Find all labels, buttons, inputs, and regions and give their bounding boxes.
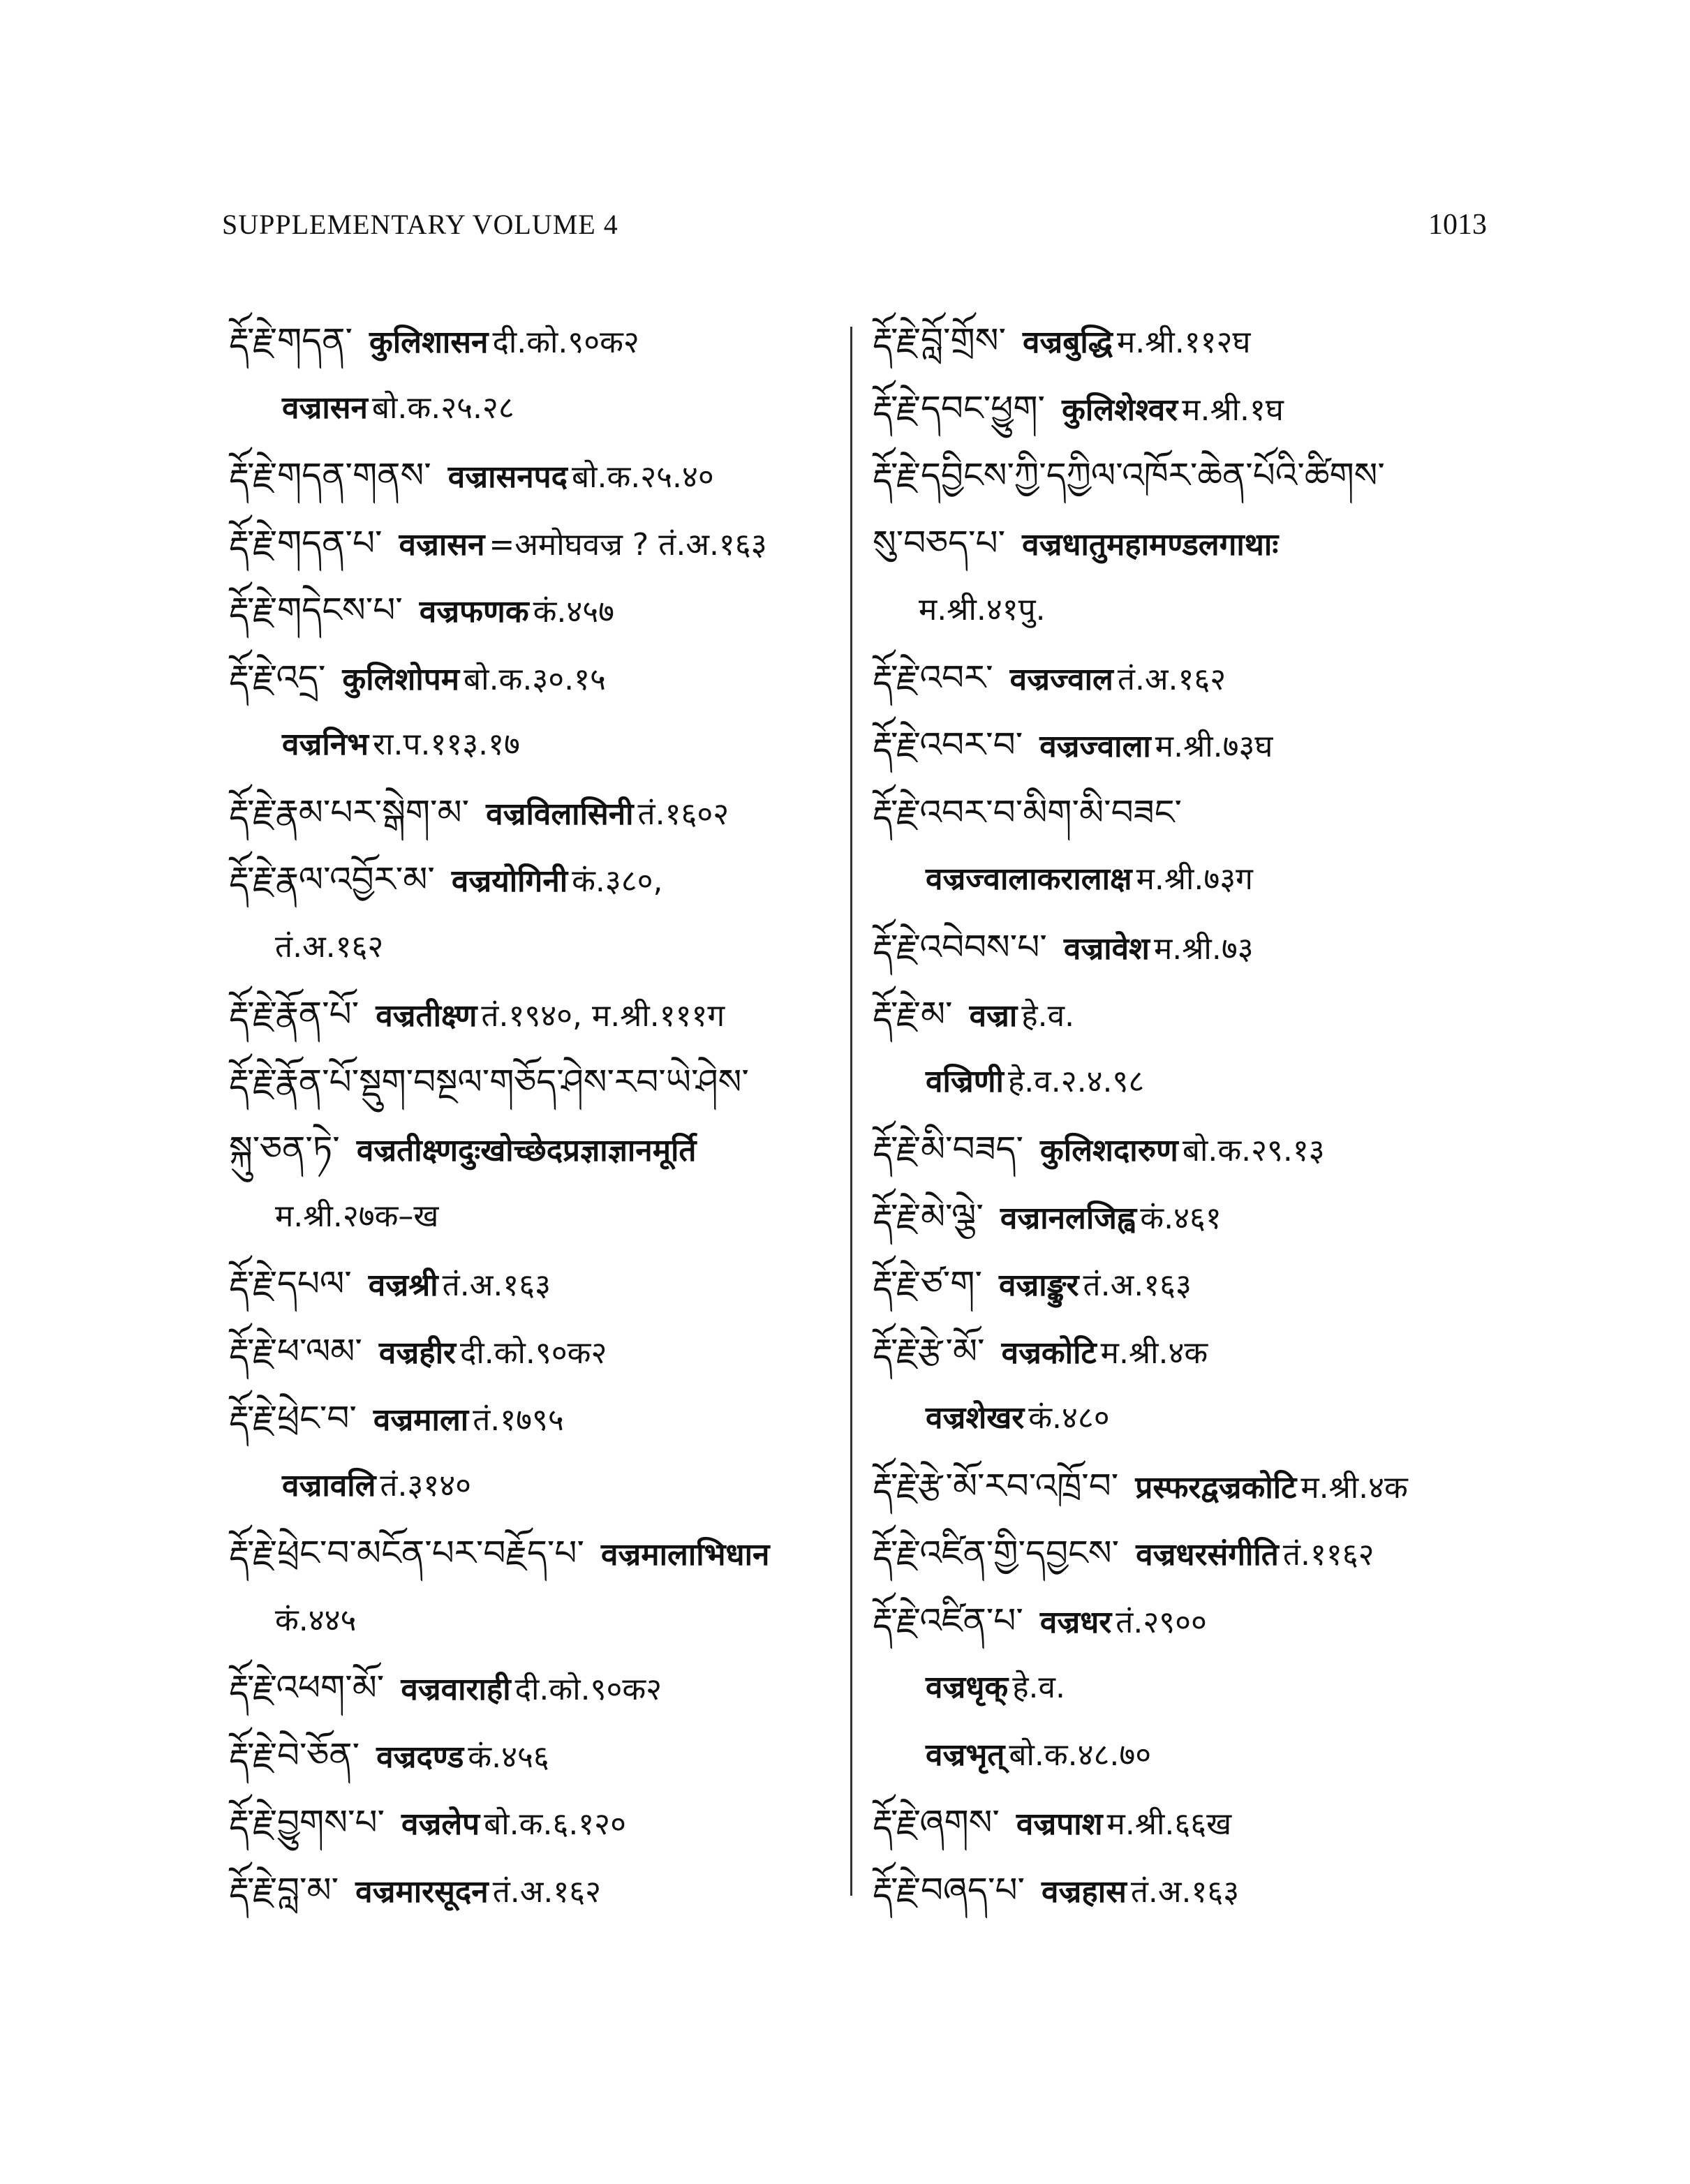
sanskrit-equivalent: वज्रयोगिनी: [451, 863, 568, 899]
source-reference: म.श्री.४क: [1100, 1335, 1208, 1371]
dictionary-line: [873, 1183, 1529, 1251]
tibetan-headword: རྡོ་རྗེ་འདྲ་: [229, 657, 326, 698]
source-reference: बो.क.४८.७०: [1009, 1737, 1152, 1773]
sanskrit-equivalent: वज्रधरसंगीति: [1136, 1537, 1279, 1573]
tibetan-headword: རྡོ་རྗེ་ཙ་ག་: [873, 1263, 982, 1304]
sanskrit-equivalent: वज्रविलासिनी: [486, 796, 634, 832]
tibetan-headword: རྡོ་རྗེ་གདན་: [229, 320, 353, 361]
source-reference: तं.१७९५: [473, 1402, 564, 1438]
tibetan-headword: རྡོ་རྗེ་བྱུགས་པ་: [229, 1802, 385, 1843]
sanskrit-equivalent: वज्रतीक्ष्णदुःखोच्छेदप्रज्ञाज्ञानमूर्ति: [356, 1133, 697, 1168]
tibetan-headword: རྡོ་རྗེ་མ་: [873, 994, 953, 1034]
tibetan-headword: རྡོ་རྗེ་རྣམ་པར་སྒེག་མ་: [229, 792, 470, 833]
dictionary-line: [873, 711, 1529, 779]
source-reference: म.श्री.७३ग: [1136, 861, 1253, 897]
source-reference: दी.को.९०क२: [514, 1672, 662, 1707]
dictionary-line: [229, 510, 843, 577]
dictionary-line: [229, 1789, 843, 1857]
dictionary-line: [873, 1722, 1529, 1790]
tibetan-headword: རྡོ་རྗེ་ཞགས་: [873, 1802, 1000, 1843]
dictionary-line: [229, 1654, 843, 1722]
source-reference: म.श्री.४क: [1300, 1469, 1408, 1506]
dictionary-line: [229, 1587, 843, 1655]
dictionary-line: [229, 577, 843, 644]
dictionary-line: [873, 779, 1529, 847]
tibetan-headword: སྐུ་ཅན་ཏེ་: [229, 1129, 340, 1169]
sanskrit-equivalent: वज्रा: [969, 998, 1018, 1034]
sanskrit-equivalent: वज्रिणी: [926, 1063, 1004, 1099]
sanskrit-equivalent: वज्रश्री: [368, 1268, 438, 1303]
dictionary-line: [229, 1048, 843, 1116]
tibetan-headword: རྡོ་རྗེ་དཔལ་: [229, 1263, 352, 1304]
dictionary-line: [873, 1587, 1529, 1655]
tibetan-headword: རྡོ་རྗེ་འབར་བ་མིག་མི་བཟང་: [873, 792, 1182, 833]
dictionary-line: [873, 1048, 1529, 1116]
dictionary-line: [229, 1250, 843, 1318]
dictionary-line: [229, 1115, 843, 1183]
source-reference: म.श्री.७३: [1153, 930, 1254, 967]
source-reference: =अमोघवज्र ? तं.अ.१६३: [489, 526, 767, 563]
source-reference: तं.अ.१६२: [1117, 661, 1226, 697]
source-reference: हे.व.२.४.९८: [1007, 1063, 1145, 1099]
tibetan-headword: རྡོ་རྗེ་དབྱིངས་ཀྱི་དཀྱིལ་འཁོར་ཆེན་པོའི་ཚིགས་: [873, 455, 1385, 496]
sanskrit-equivalent: कुलिशदारुण: [1040, 1133, 1178, 1168]
tibetan-headword: རྡོ་རྗེ་གདན་པ་: [229, 522, 383, 563]
source-reference: कं.३८०,: [572, 863, 663, 899]
dictionary-line: [229, 1453, 843, 1520]
sanskrit-equivalent: वज्रानलजिह्व: [1000, 1200, 1136, 1236]
source-reference: कं.४८०: [1028, 1400, 1110, 1436]
source-reference: तं.अ.१६३: [442, 1268, 551, 1303]
dictionary-line: [873, 981, 1529, 1048]
dictionary-line: [229, 846, 843, 914]
dictionary-line: [229, 1857, 843, 1924]
dictionary-line: [873, 1654, 1529, 1722]
left-column: [229, 307, 843, 1924]
source-reference: म.श्री.१घ: [1182, 392, 1284, 428]
sanskrit-equivalent: कुलिशोपम: [342, 661, 460, 697]
dictionary-line: [229, 644, 843, 712]
source-reference: कं.४५६: [468, 1739, 549, 1775]
sanskrit-equivalent: वज्राङ्कुर: [998, 1268, 1079, 1303]
dictionary-line: [873, 1318, 1529, 1386]
tibetan-headword: རྡོ་རྗེ་ཕ་ལམ་: [229, 1330, 362, 1372]
sanskrit-equivalent: वज्रमाला: [373, 1402, 469, 1438]
dictionary-line: [229, 711, 843, 779]
dictionary-line: [873, 1520, 1529, 1587]
source-reference: म.श्री.७३घ: [1155, 729, 1273, 764]
tibetan-headword: རྡོ་རྗེ་གདེངས་པ་: [229, 590, 403, 630]
tibetan-headword: རྡོ་རྗེ་འབེབས་པ་: [873, 926, 1047, 967]
tibetan-headword: རྡོ་རྗེ་གདན་གནས་: [229, 455, 431, 496]
source-reference: हे.व.: [1021, 998, 1075, 1034]
dictionary-line: [229, 442, 843, 510]
source-reference: म.श्री.२७क–ख: [275, 1198, 439, 1234]
source-reference: म.श्री.४१पु.: [919, 592, 1046, 627]
dictionary-line: [873, 375, 1529, 443]
dictionary-line: [873, 1857, 1529, 1924]
source-reference: कं.४४५: [275, 1602, 357, 1638]
page-number: 1013: [1428, 209, 1487, 241]
dictionary-line: [873, 1385, 1529, 1453]
source-reference: तं.३१४०: [380, 1467, 472, 1503]
dictionary-line: [873, 644, 1529, 712]
tibetan-headword: རྡོ་རྗེ་ཕྲེང་བ་: [229, 1398, 357, 1439]
sanskrit-equivalent: वज्रधर: [1039, 1604, 1112, 1640]
sanskrit-equivalent: वज्रासन: [399, 526, 485, 563]
source-reference: बो.क.६.१२०: [484, 1806, 626, 1842]
sanskrit-equivalent: वज्रवाराही: [401, 1672, 511, 1707]
source-reference: तं.२९००: [1115, 1604, 1207, 1640]
running-head: SUPPLEMENTARY VOLUME 4: [222, 209, 618, 240]
dictionary-line: [873, 846, 1529, 914]
sanskrit-equivalent: कुलिशासन: [369, 325, 489, 360]
tibetan-headword: རྡོ་རྗེ་དབང་ཕྱུག་: [873, 387, 1046, 429]
dictionary-line: [873, 1453, 1529, 1520]
dictionary-line: [229, 914, 843, 981]
sanskrit-equivalent: वज्रज्वालाकरालाक्ष: [926, 861, 1132, 897]
source-reference: तं.अ.१६३: [1130, 1873, 1240, 1910]
sanskrit-equivalent: प्रस्फरद्वज्रकोटि: [1135, 1469, 1297, 1506]
dictionary-line: [229, 981, 843, 1048]
dictionary-line: [229, 375, 843, 443]
dictionary-line: [873, 577, 1529, 644]
tibetan-headword: སུ་བཅད་པ་: [873, 522, 1006, 563]
dictionary-line: [873, 914, 1529, 981]
column-divider: [850, 327, 852, 1896]
source-reference: हे.व.: [1012, 1670, 1065, 1705]
dictionary-line: [873, 442, 1529, 510]
sanskrit-equivalent: वज्रावेश: [1063, 930, 1150, 967]
source-reference: तं.अ.१६३: [1083, 1268, 1192, 1303]
sanskrit-equivalent: वज्रहीर: [378, 1335, 456, 1371]
right-column: [873, 307, 1529, 1924]
dictionary-line: [873, 1115, 1529, 1183]
sanskrit-equivalent: वज्रासन: [282, 389, 368, 426]
source-reference: बो.क.२५.२८: [371, 389, 514, 426]
tibetan-headword: རྡོ་རྗེ་བློ་གྲོས་: [873, 320, 1006, 361]
dictionary-line: [873, 510, 1529, 577]
dictionary-line: [873, 1250, 1529, 1318]
sanskrit-equivalent: वज्रभृत्: [926, 1737, 1005, 1773]
source-reference: म.श्री.६६ख: [1106, 1806, 1232, 1842]
dictionary-line: [229, 1722, 843, 1790]
sanskrit-equivalent: वज्रतीक्ष्ण: [376, 998, 477, 1034]
tibetan-headword: རྡོ་རྗེ་རྣོན་པོ་: [229, 994, 360, 1034]
sanskrit-equivalent: वज्रधातुमहामण्डलगाथाः: [1022, 526, 1279, 563]
sanskrit-equivalent: वज्रनिभ: [282, 727, 369, 762]
tibetan-headword: རྡོ་རྗེ་འཛིན་གྱི་དབྱངས་: [873, 1533, 1120, 1573]
sanskrit-equivalent: वज्रज्वाला: [1039, 729, 1151, 764]
source-reference: म.श्री.११२घ: [1116, 325, 1251, 360]
source-reference: बो.क.२९.१३: [1182, 1133, 1325, 1168]
source-reference: तं.११६२: [1282, 1537, 1374, 1573]
source-reference: तं.१९४०, म.श्री.१११ग: [481, 998, 725, 1034]
sanskrit-equivalent: वज्रलेप: [401, 1806, 480, 1842]
source-reference: रा.प.११३.१७: [373, 727, 520, 762]
dictionary-line: [229, 1385, 843, 1453]
source-reference: तं.अ.१६२: [492, 1873, 601, 1910]
tibetan-headword: རྡོ་རྗེ་བླ་མ་: [229, 1869, 339, 1910]
tibetan-headword: རྡོ་རྗེ་རྩེ་མོ་: [873, 1330, 985, 1372]
dictionary-line: [873, 1789, 1529, 1857]
tibetan-headword: རྡོ་རྗེ་རྣལ་འབྱོར་མ་: [229, 859, 435, 900]
sanskrit-equivalent: वज्रधृक्: [926, 1670, 1009, 1705]
dictionary-line: [873, 307, 1529, 375]
dictionary-line: [229, 307, 843, 375]
dictionary-line: [229, 1520, 843, 1587]
sanskrit-equivalent: वज्रबुद्धि: [1022, 325, 1113, 360]
dictionary-line: [229, 779, 843, 847]
sanskrit-equivalent: वज्रज्वाल: [1009, 661, 1113, 697]
sanskrit-equivalent: वज्रावलि: [282, 1467, 376, 1503]
source-reference: दी.को.९०क२: [492, 325, 639, 360]
tibetan-headword: རྡོ་རྗེ་མི་བཟད་: [873, 1129, 1023, 1169]
tibetan-headword: རྡོ་རྗེ་བཞད་པ་: [873, 1869, 1025, 1910]
tibetan-headword: རྡོ་རྗེ་འབར་བ་: [873, 725, 1023, 765]
tibetan-headword: རྡོ་རྗེ་རྩེ་མོ་རབ་འཁྲོ་བ་: [873, 1465, 1119, 1506]
tibetan-headword: རྡོ་རྗེ་འཛིན་པ་: [873, 1600, 1023, 1641]
sanskrit-equivalent: वज्रमालाभिधान: [600, 1537, 770, 1573]
source-reference: कं.४५७: [533, 594, 615, 630]
source-reference: बो.क.२५.४०: [572, 459, 714, 495]
sanskrit-equivalent: वज्रासनपद: [447, 459, 568, 495]
source-reference: तं.१६०२: [637, 796, 729, 832]
tibetan-headword: རྡོ་རྗེ་འབར་: [873, 657, 993, 698]
tibetan-headword: རྡོ་རྗེ་ཕྲེང་བ་མངོན་པར་བརྗོད་པ་: [229, 1533, 584, 1573]
tibetan-headword: རྡོ་རྗེ་མེ་ལྕེ་: [873, 1196, 984, 1237]
sanskrit-equivalent: वज्रकोटि: [1001, 1335, 1097, 1371]
sanskrit-equivalent: वज्रशेखर: [926, 1400, 1025, 1436]
sanskrit-equivalent: वज्रफणक: [419, 594, 529, 630]
sanskrit-equivalent: वज्रदण्ड: [376, 1739, 464, 1775]
source-reference: दी.को.९०क२: [460, 1335, 607, 1371]
dictionary-line: [229, 1318, 843, 1386]
dictionary-line: [229, 1183, 843, 1251]
tibetan-headword: རྡོ་རྗེ་འཕག་མོ་: [229, 1667, 385, 1708]
sanskrit-equivalent: कुलिशेश्वर: [1062, 392, 1178, 428]
sanskrit-equivalent: वज्रमारसूदन: [355, 1873, 489, 1910]
tibetan-headword: རྡོ་རྗེ་རྣོན་པོ་སྡུག་བསྔལ་གཅོད་ཤེས་རབ་ཡེ་ཤེས་: [229, 1061, 749, 1102]
source-reference: तं.अ.१६२: [275, 928, 384, 965]
tibetan-headword: རྡོ་རྗེ་བེ་ཅོན་: [229, 1734, 360, 1776]
source-reference: कं.४६१: [1140, 1200, 1222, 1236]
source-reference: बो.क.३०.१५: [464, 661, 606, 697]
sanskrit-equivalent: वज्रहास: [1042, 1873, 1127, 1910]
sanskrit-equivalent: वज्रपाश: [1016, 1806, 1103, 1842]
